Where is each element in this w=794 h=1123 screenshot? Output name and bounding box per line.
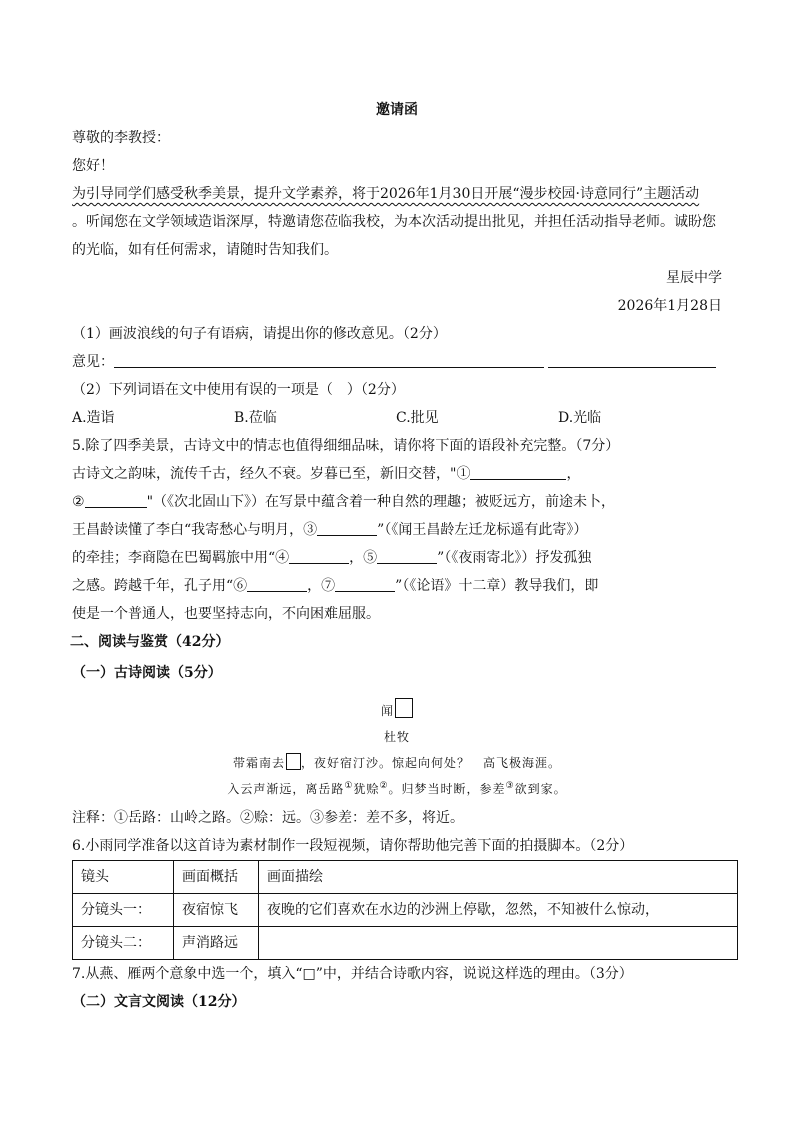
poem-title-text: 闻 [380,704,394,718]
option-c[interactable]: C.批见 [396,410,439,426]
table-cell: 分镜头二： [73,927,174,960]
letter-signature: 星辰中学 [666,270,722,286]
fill-blank-4[interactable] [289,547,349,564]
q6-prompt: 6.小雨同学准备以这首诗为素材制作一段短视频，请你帮助他完善下面的拍摄脚本。（2分） [72,838,634,854]
text: 之感。跨越千年，孔子用“⑥ [72,578,248,594]
text: 古诗文之韵味，流传千古，经久不衰。岁暮已至，新旧交替，"① [72,466,471,482]
q5-line: 使是一个普通人，也要坚持志向，不向困难屈服。 [72,606,380,622]
fill-blank-2[interactable] [85,491,147,508]
table-header: 镜头 [73,861,174,894]
text: 。归梦当时断，参差 [388,782,506,796]
table-cell-answer[interactable] [259,927,738,960]
text: 入云声渐远，离岳路 [227,782,345,796]
option-a[interactable]: A.造诣 [72,410,115,426]
letter-greeting: 您好！ [72,158,114,174]
text: ， [566,466,581,482]
text: ，⑤ [349,550,378,566]
poem-title [72,698,722,724]
text: ”（《论语》十二章）教导我们，即 [395,578,599,594]
answer-blank[interactable] [114,351,544,368]
q5-prompt: 5.除了四季美景，古诗文中的情志也值得细细品味，请你将下面的语段补充完整。（7分） [72,438,620,454]
table-row [73,894,738,927]
text: ”（《闻王昌龄左迁龙标遥有此寄》） [377,522,588,538]
table-header: 画面概括 [174,861,259,894]
q1-answer-row [72,348,722,376]
q1-prompt: （1）画波浪线的句子有语病，请提出你的修改意见。（2分） [72,326,447,342]
table-header: 画面描绘 [259,861,738,894]
text: 的牵挂；李商隐在巴蜀羁旅中用“④ [72,550,290,566]
q2-options [72,404,722,432]
answer-label: 意见： [72,354,114,370]
fill-blank-7[interactable] [335,575,395,592]
letter-body-line: 。听闻您在文学领域造诣深厚，特邀请您莅临我校，为本次活动提出批见，并担任活动指导老师。诚盼您 [72,214,716,230]
fill-blank-5[interactable] [377,547,437,564]
table-cell: 分镜头一： [73,894,174,927]
text: ，夜好宿汀沙。惊起向何处？ 高飞极海涯。 [301,756,562,770]
letter-date: 2026年1月28日 [617,298,722,314]
fill-blank-6[interactable] [247,575,307,592]
script-table [72,860,738,960]
letter-title: 邀请函 [376,102,418,118]
poem-author: 杜牧 [383,730,410,744]
letter-body-line: 的光临，如有任何需求，请随时告知我们。 [72,242,338,258]
option-b[interactable]: B.莅临 [234,410,277,426]
wavy-sentence: 为引导同学们感受秋季美景，提升文学素养，将于2026年1月30日开展“漫步校园·诗意同行”主题活动 [72,186,700,202]
q5-line [72,460,722,488]
table-cell: 夜宿惊飞 [174,894,259,927]
letter-salutation: 尊敬的李教授： [72,130,170,146]
footnote-mark: ② [379,781,389,791]
section-heading: 二、阅读与鉴赏（42分） [70,634,230,650]
q5-line [72,572,722,600]
exam-page [72,96,722,1016]
subsection-heading: （二）文言文阅读（12分） [72,994,246,1010]
text: "（《次北固山下》）在写景中蕴含着一种自然的理趣；被贬远方，前途未卜， [146,494,615,510]
q5-line [72,516,722,544]
title-blank-box[interactable] [395,698,413,718]
table-header-row [73,861,738,894]
text: 王昌龄读懂了李白“我寄愁心与明月，③ [72,522,318,538]
text: 欲到家。 [514,782,567,796]
table-cell: 声消路远 [174,927,259,960]
text: 犹赊 [353,782,380,796]
fill-blank-1[interactable] [470,463,566,480]
subsection-heading: （一）古诗阅读（5分） [72,665,222,681]
q5-line [72,488,722,516]
table-cell[interactable]: 夜晚的它们喜欢在水边的沙洲上停歇，忽然，不知被什么惊动， [259,894,738,927]
text: ，⑦ [307,578,336,594]
poem-line [72,776,722,802]
option-d[interactable]: D.光临 [558,410,602,426]
fill-blank-3[interactable] [317,519,377,536]
q2-prompt: （2）下列词语在文中使用有误的一项是（ ）（2分） [72,382,405,398]
poem-blank-box[interactable] [286,753,301,770]
answer-blank[interactable] [548,351,716,368]
text: ② [72,494,85,510]
text: ”（《夜雨寄北》）抒发孤独 [437,550,592,566]
q5-line [72,544,722,572]
q7-prompt: 7.从燕、雁两个意象中选一个，填入“□”中，并结合诗歌内容，说说这样选的理由。（3分） [72,966,633,982]
text: 带霜南去 [232,756,285,770]
footnote-mark: ① [344,781,354,791]
footnote-mark: ③ [505,781,515,791]
poem-notes: 注释：①岳路：山岭之路。②赊：远。③参差：差不多，将近。 [72,810,464,826]
table-row [73,927,738,960]
poem [72,698,722,802]
poem-line [72,750,722,776]
